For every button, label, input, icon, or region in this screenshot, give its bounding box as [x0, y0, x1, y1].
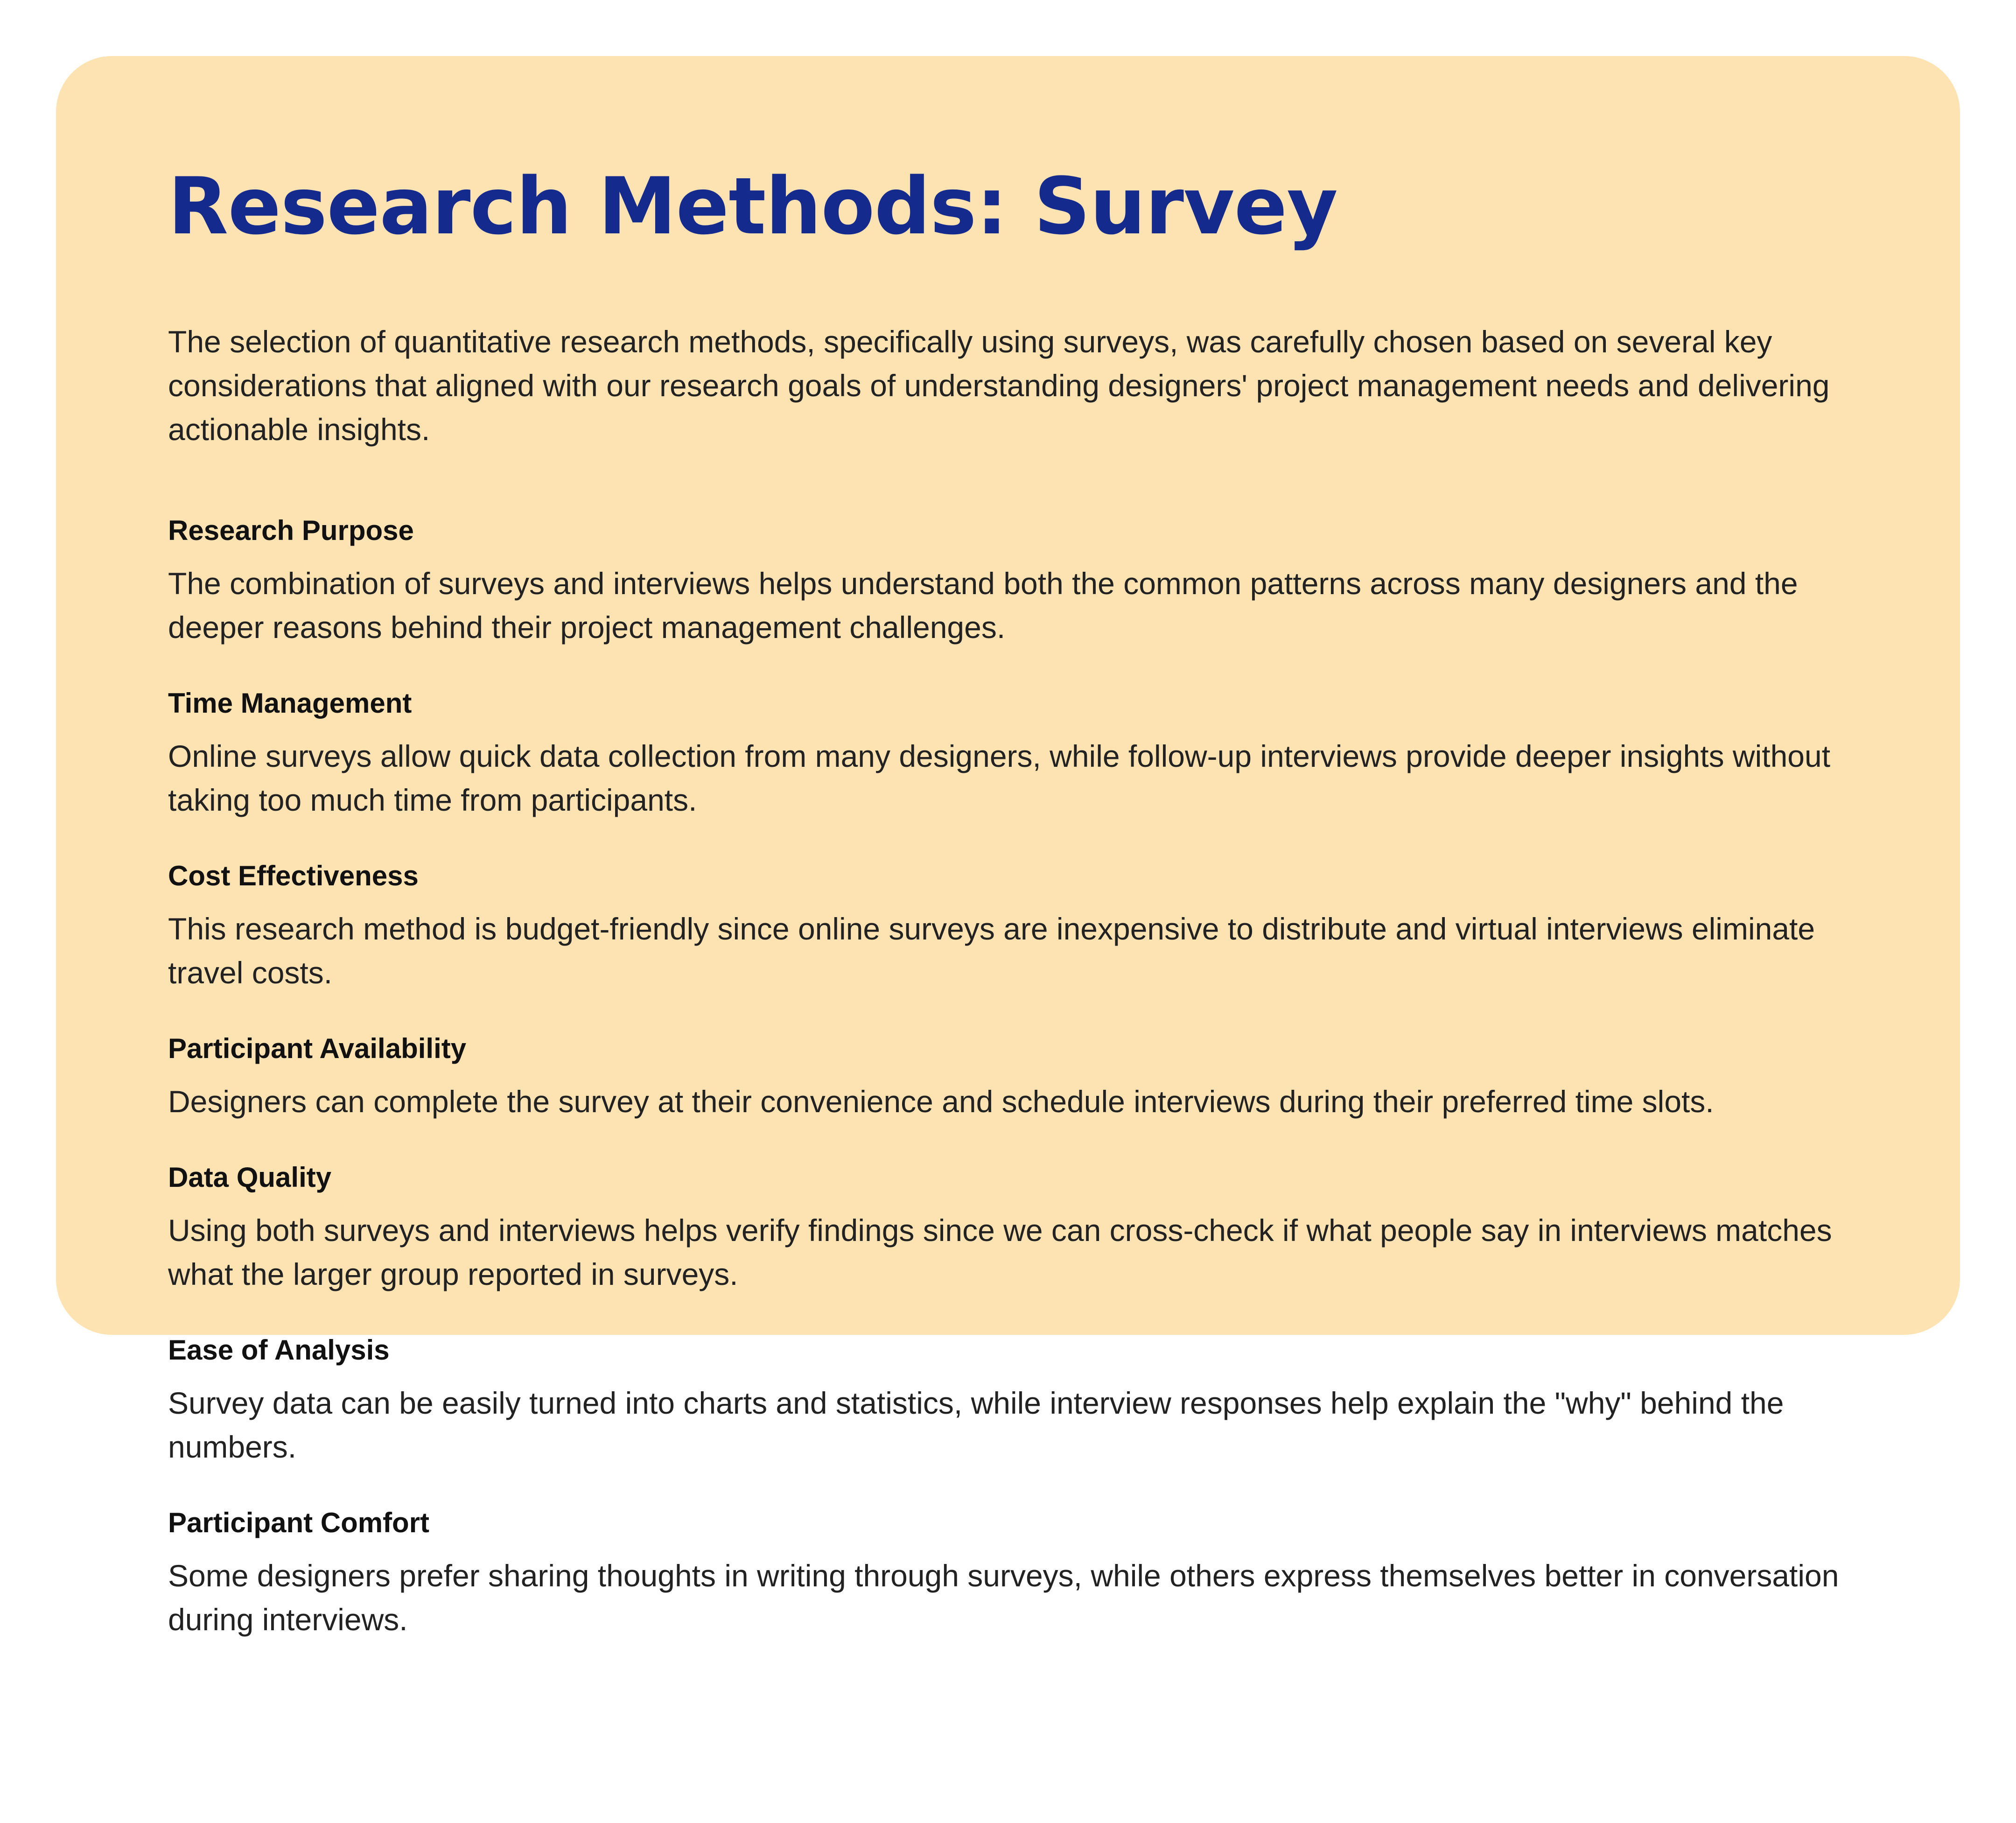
section-heading: Time Management	[168, 687, 412, 719]
section-body: Online surveys allow quick data collection from many designers, while follow-up interviews provide deeper insights without taking too much time from participants.	[168, 738, 1831, 817]
section-body: Survey data can be easily turned into charts and statistics, while interview responses help explain the "why" behind the numbers.	[168, 1385, 1784, 1464]
section-participant-comfort	[168, 1504, 1848, 1641]
section-research-purpose	[168, 512, 1848, 649]
section-ease-of-analysis	[168, 1332, 1848, 1469]
section-body: The combination of surveys and interviews helps understand both the common patterns across many designers and the deeper reasons behind their project management challenges.	[168, 566, 1798, 645]
sections-list	[168, 512, 1848, 1641]
section-participant-availability	[168, 1030, 1848, 1123]
section-body: Designers can complete the survey at their convenience and schedule interviews during their preferred time slots.	[168, 1084, 1714, 1119]
section-heading: Participant Availability	[168, 1032, 467, 1064]
section-body: Using both surveys and interviews helps verify findings since we can cross-check if what people say in interviews matches what the larger group reported in surveys.	[168, 1213, 1832, 1291]
section-heading: Data Quality	[168, 1161, 332, 1193]
section-data-quality	[168, 1159, 1848, 1296]
section-body: Some designers prefer sharing thoughts in writing through surveys, while others express themselves better in conversation during interviews.	[168, 1558, 1839, 1637]
section-body: This research method is budget-friendly since online surveys are inexpensive to distribute and virtual interviews eliminate travel costs.	[168, 911, 1815, 990]
section-time-management	[168, 685, 1848, 822]
content-card	[56, 56, 1960, 1637]
section-heading: Research Purpose	[168, 514, 414, 546]
section-heading: Cost Effectiveness	[168, 860, 419, 891]
page-title: Research Methods: Survey	[168, 161, 1337, 252]
section-cost-effectiveness	[168, 857, 1848, 995]
section-heading: Ease of Analysis	[168, 1334, 390, 1366]
section-heading: Participant Comfort	[168, 1507, 430, 1538]
intro-paragraph: The selection of quantitative research methods, specifically using surveys, was carefully chosen based on several key considerations that aligned with our research goals of understanding designers' project management needs and delivering actionable insights.	[168, 324, 1830, 447]
